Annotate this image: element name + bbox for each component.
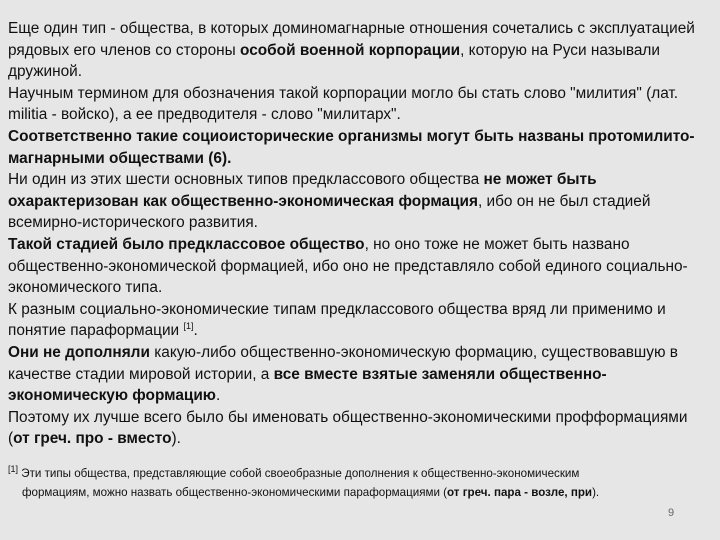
paragraph-7: Они не дополняли какую-либо общественно-экономическую формацию, существовавшую в качестве стадии мировой истории, а все вместе взятые заменяли общественно-экономическую формацию. (8, 343, 678, 405)
emphasis: не может быть охарактеризован как общественно-экономическая формация (8, 171, 597, 210)
paragraph-8: Поэтому их лучше всего было бы именовать общественно-экономическими профформациями (от греч. про - вместо). (8, 408, 688, 448)
footnote-line-2: формациям, можно назвать общественно-экономическими параформациями (от греч. пара - возле, при). (22, 486, 600, 499)
emphasis: все вместе взятые заменяли общественно-экономическую формацию (8, 365, 607, 405)
body-text (8, 18, 708, 450)
footnote-marker: [1] (8, 464, 19, 475)
footnote-line-1: [1] Эти типы общества, представляющие собой своеобразные дополнения к общественно-экономическим (8, 464, 580, 480)
emphasis: Соответственно такие социоисторические организмы могут быть названы протомилито-магнарными обществами (6). (8, 127, 695, 167)
paragraph-3 (8, 126, 708, 169)
paragraph-2: Научным термином для обозначения такой корпорации могло бы стать слово "милития" (лат. militia - войско), а ее предводителя - слово "милитарх". (8, 84, 679, 124)
emphasis: от греч. пара - возле, при (447, 486, 593, 499)
paragraph-6: К разным социально-экономические типам предклассового общества вряд ли применимо и понятие параформации [1]. (8, 300, 666, 340)
paragraph-1: Еще один тип - общества, в которых доминомагнарные отношения сочетались с эксплуатацией рядовых его членов со стороны особой военной корпорации, которую на Руси называли дружиной. (8, 20, 695, 81)
footnote (8, 464, 668, 502)
paragraph-4: Ни один из этих шести основных типов предклассового общества не может быть охарактеризован как общественно-экономическая формация, ибо он не был стадией всемирно-исторического развития. (8, 171, 651, 232)
footnote-reference: [1] (183, 321, 194, 332)
page-number: 9 (668, 507, 675, 519)
emphasis: Они не дополняли (8, 343, 150, 361)
paragraph-5: Такой стадией было предклассовое общество, но оно тоже не может быть названо общественно-экономической формацией, ибо оно не представляло собой единого социально-экономического типа. (8, 235, 688, 297)
emphasis: от греч. про - вместо (13, 430, 172, 448)
emphasis: особой военной корпорации (240, 41, 461, 59)
emphasis: Такой стадией было предклассовое общество (8, 235, 365, 253)
